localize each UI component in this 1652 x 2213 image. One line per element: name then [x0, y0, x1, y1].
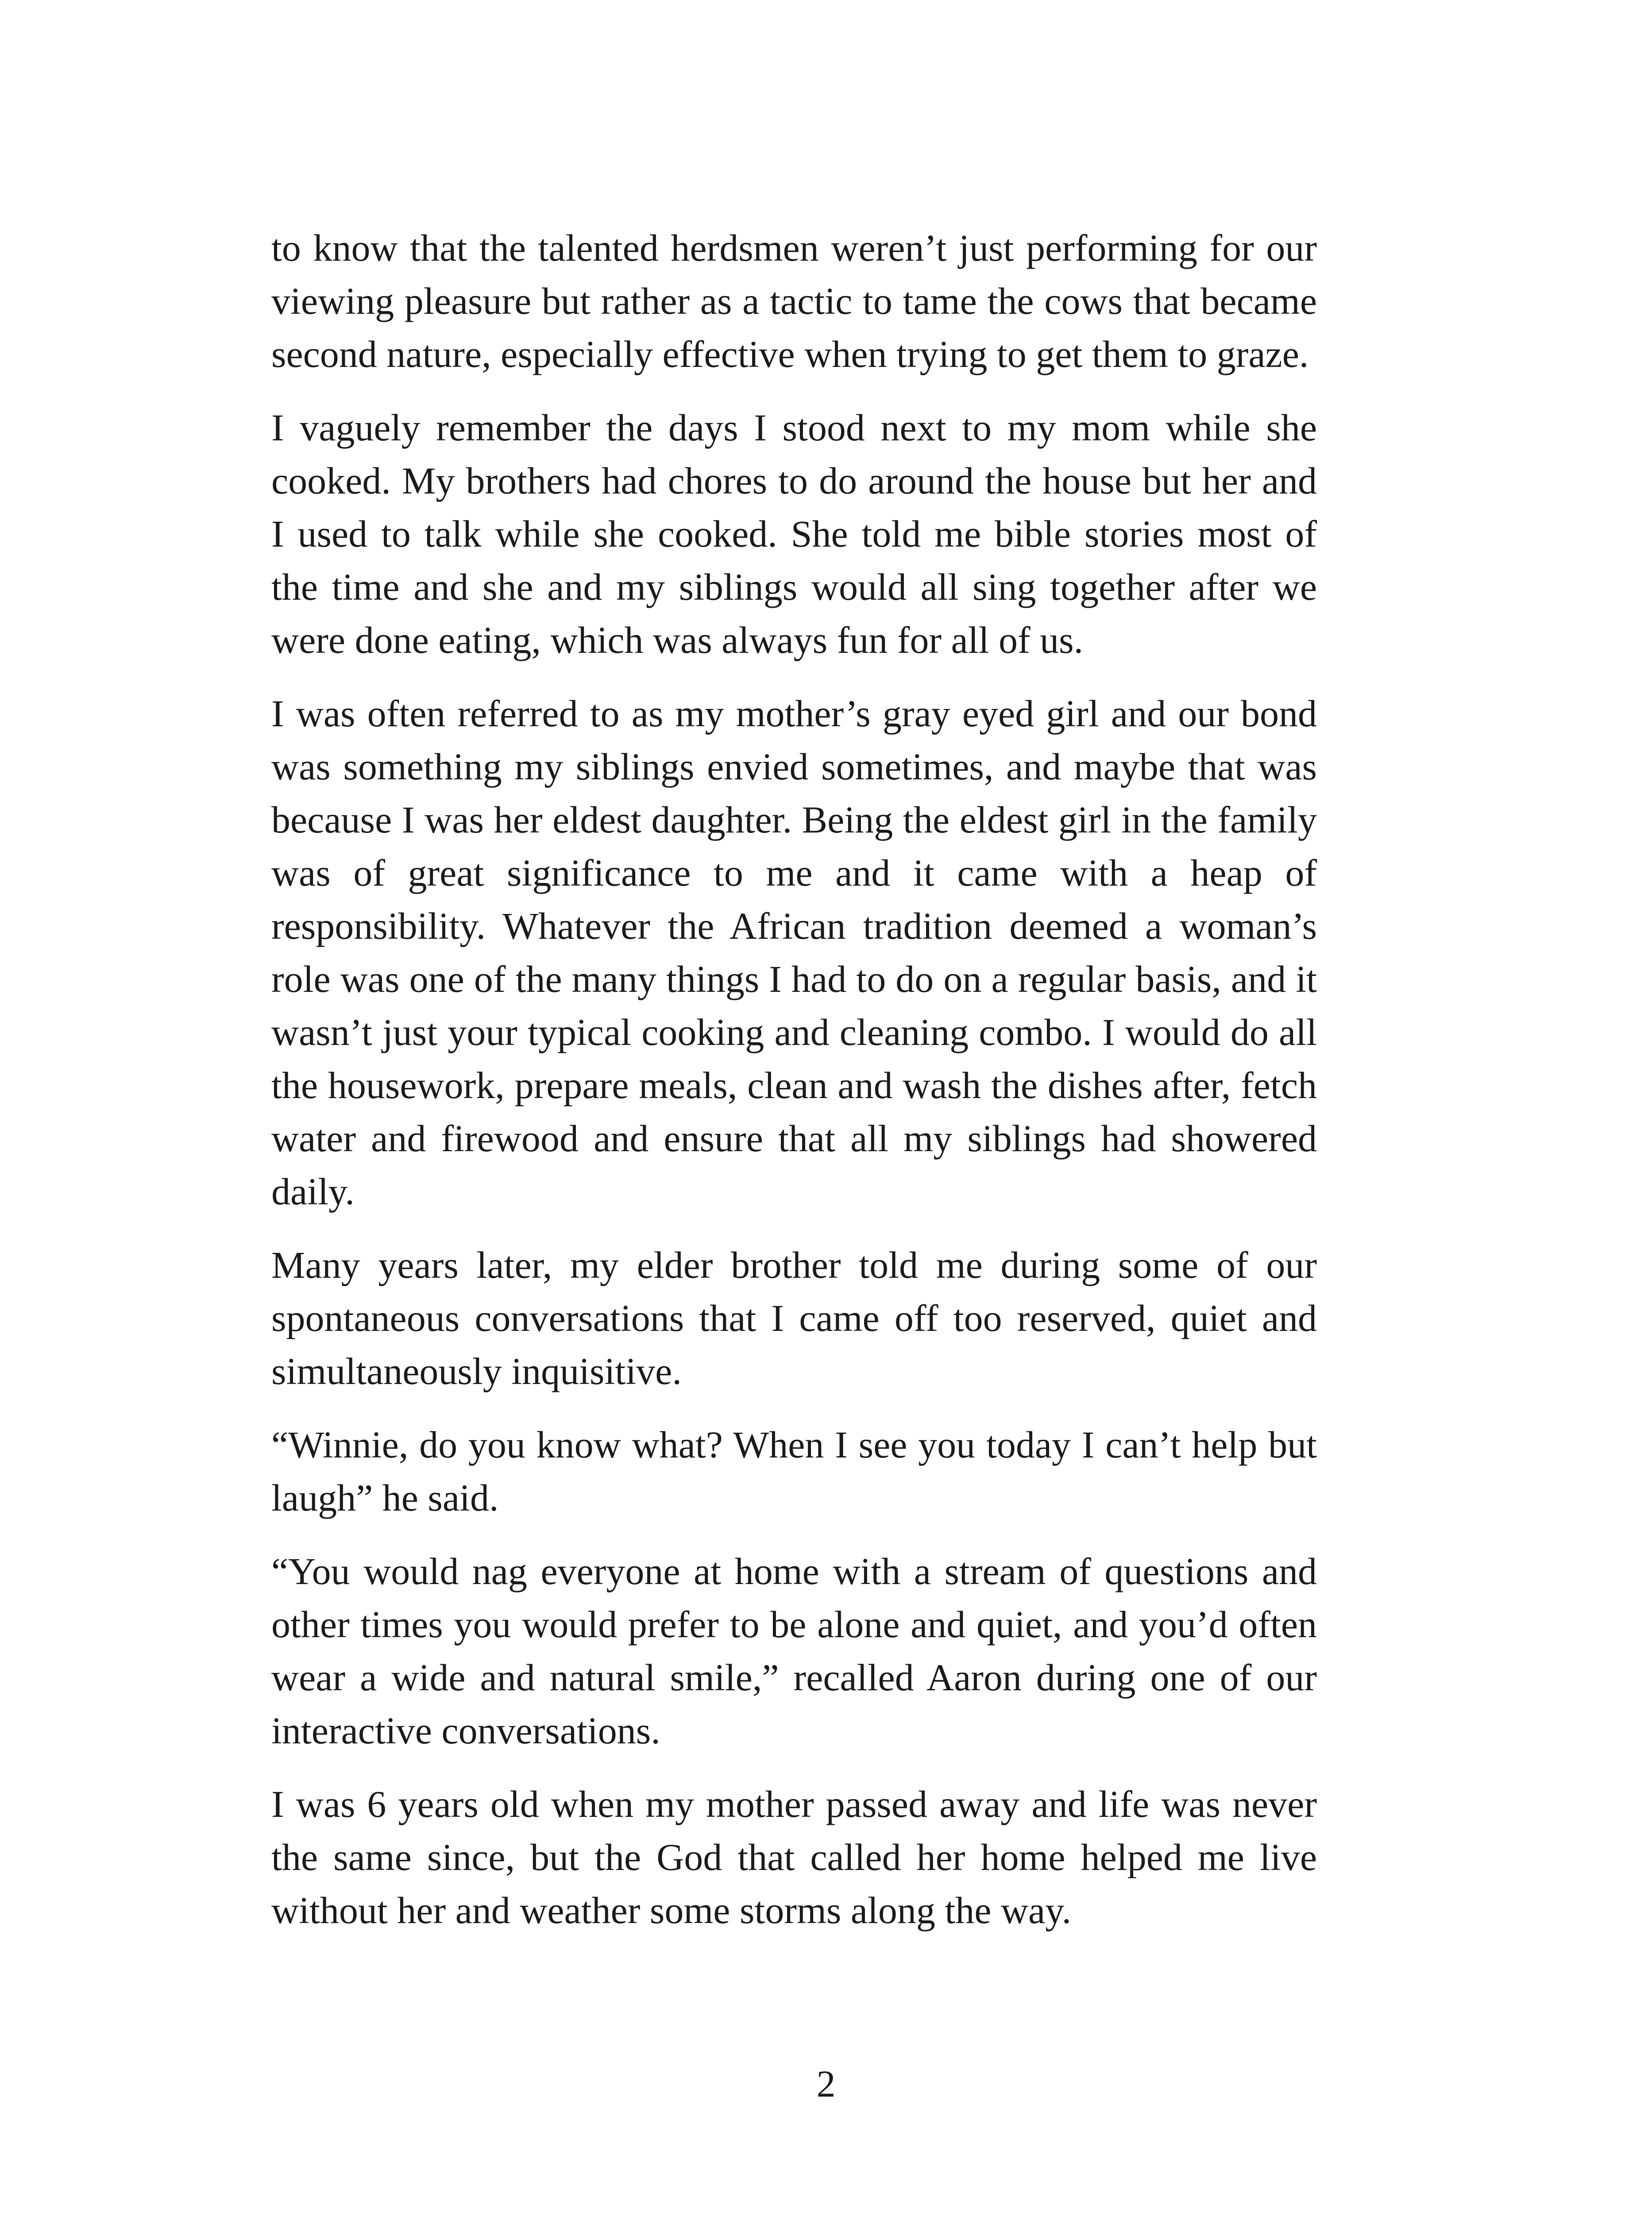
- paragraph-mother-passed: I was 6 years old when my mother passed away and life was never the same since, but the God that called her home helped me live without her and weather some storms along the way.: [271, 1783, 1317, 1932]
- paragraph-winnie-quote: “Winnie, do you know what? When I see you today I can’t help but laugh” he said.: [271, 1423, 1317, 1519]
- paragraph-herdsmen: to know that the talented herdsmen weren’t just performing for our viewing pleasure but rather as a tactic to tame the cows that became second nature, especially effective when trying to get them to graze.: [271, 227, 1317, 375]
- paragraph-aaron-quote: “You would nag everyone at home with a stream of questions and other times you would prefer to be alone and quiet, and you’d often wear a wide and natural smile,” recalled Aaron during one of our interactive conversations.: [271, 1550, 1317, 1752]
- body-text: [271, 221, 1317, 1957]
- paragraph-eldest-daughter: I was often referred to as my mother’s gray eyed girl and our bond was something my siblings envied sometimes, and maybe that was because I was her eldest daughter. Being the eldest girl in the family was of great significance to me and it came with a heap of responsibility. Whatever the African tradition deemed a woman’s role was one of the many things I had to do on a regular basis, and it wasn’t just your typical cooking and cleaning combo. I would do all the housework, prepare meals, clean and wash the dishes after, fetch water and firewood and ensure that all my siblings had showered daily.: [271, 692, 1317, 1213]
- paragraph-elder-brother: Many years later, my elder brother told me during some of our spontaneous conversations that I came off too reserved, quiet and simultaneously inquisitive.: [271, 1244, 1317, 1392]
- paragraph-cooking-with-mom: I vaguely remember the days I stood next to my mom while she cooked. My brothers had chores to do around the house but her and I used to talk while she cooked. She told me bible stories most of the time and she and my siblings would all sing together after we were done eating, which was always fun for all of us.: [271, 406, 1317, 661]
- page-number: 2: [816, 2063, 836, 2105]
